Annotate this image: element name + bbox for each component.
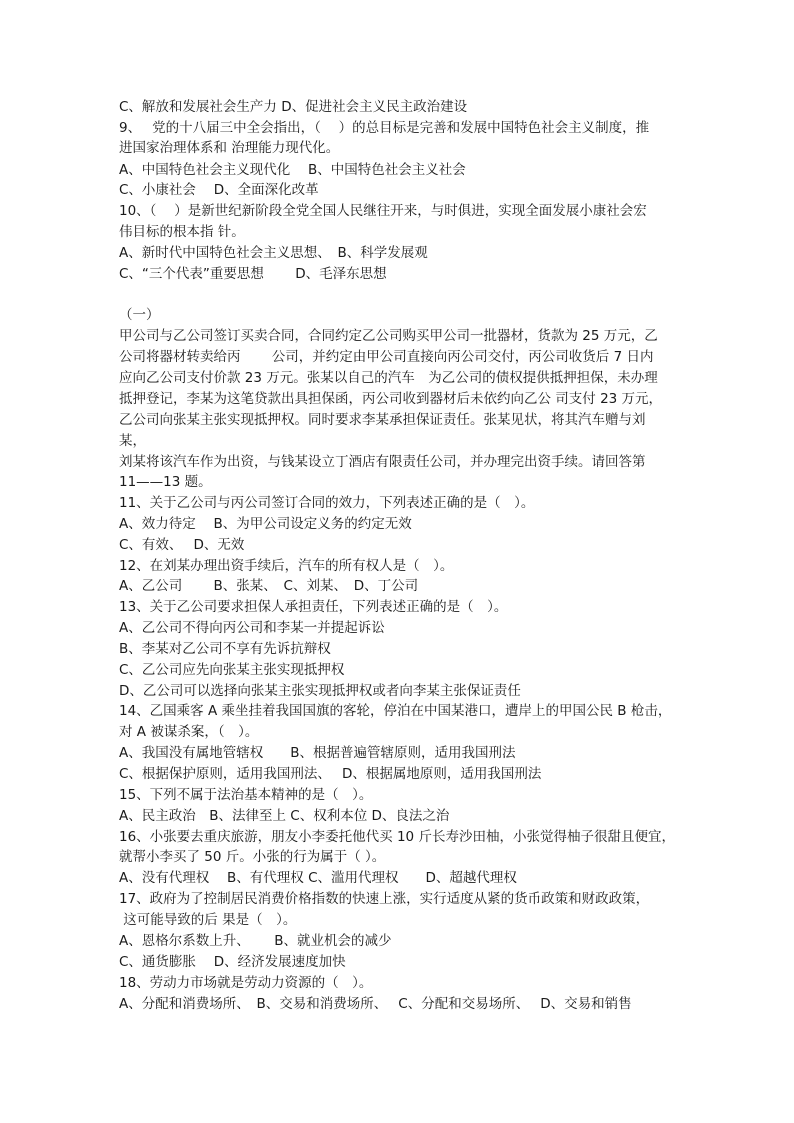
text-line: 公司将器材转卖给丙 公司，并约定由甲公司直接向丙公司交付，丙公司收货后 7 日内 xyxy=(119,349,654,365)
text-line: C、通货膨胀 D、经济发展速度加快 xyxy=(119,954,346,970)
text-line: D、乙公司可以选择向张某主张实现抵押权或者向李某主张保证责任 xyxy=(119,683,521,699)
text-line: A、新时代中国特色社会主义思想、 B、科学发展观 xyxy=(119,245,428,261)
text-line: 乙公司向张某主张实现抵押权。同时要求李某承担保证责任。张某见状，将其汽车赠与刘 xyxy=(119,412,646,428)
text-line: C、根据保护原则，适用我国刑法、 D、根据属地原则，适用我国刑法 xyxy=(119,766,542,782)
text-line: A、中国特色社会主义现代化 B、中国特色社会主义社会 xyxy=(119,162,466,178)
text-line: 应向乙公司支付价款 23 万元。张某以自己的汽车 为乙公司的债权提供抵押担保，未办理 xyxy=(119,370,658,386)
text-line: 10、（ ）是新世纪新阶段全党全国人民继往开来，与时俱进，实现全面发展小康社会宏 xyxy=(119,203,647,219)
question-15: 15、下列不属于法治基本精神的是（ ）。 xyxy=(119,787,373,803)
text-line: 这可能导致的后 果是（ ）。 xyxy=(119,912,297,928)
text-line: A、效力待定 B、为甲公司设定义务的约定无效 xyxy=(119,516,412,532)
text-line: C、有效、 D、无效 xyxy=(119,537,245,553)
text-line: C、“三个代表”重要思想 D、毛泽东思想 xyxy=(119,266,387,282)
text-line: C、小康社会 D、全面深化改革 xyxy=(119,182,319,198)
question-17: 17、政府为了控制居民消费价格指数的快速上涨，实行适度从紧的货币政策和财政政策， xyxy=(119,891,650,907)
text-line: 刘某将该汽车作为出资，与钱某设立丁酒店有限责任公司，并办理完出资手续。请回答第 xyxy=(119,454,646,470)
section-heading: （一） xyxy=(119,307,160,323)
text-line: A、分配和消费场所、 B、交易和消费场所、 C、分配和交易场所、 D、交易和销售 xyxy=(119,996,632,1012)
text-line: B、李某对乙公司不享有先诉抗辩权 xyxy=(119,641,331,657)
text-line: C、乙公司应先向张某主张实现抵押权 xyxy=(119,662,345,678)
text-line: 抵押登记，李某为这笔贷款出具担保函，丙公司收到器材后未依约向乙公 司支付 23 万元， xyxy=(119,391,663,407)
question-14: 14、乙国乘客 A 乘坐挂着我国国旗的客轮，停泊在中国某港口，遭岸上的甲国公民 B 枪击， xyxy=(119,703,672,719)
text-line: 对 A 被谋杀案，（ ）。 xyxy=(119,724,259,740)
text-line: A、我国没有属地管辖权 B、根据普遍管辖原则，适用我国刑法 xyxy=(119,745,516,761)
text-line: A、乙公司不得向丙公司和李某一并提起诉讼 xyxy=(119,620,385,636)
question-11: 11、关于乙公司与丙公司签订合同的效力，下列表述正确的是（ ）。 xyxy=(119,495,535,511)
text-line: C、解放和发展社会生产力 D、促进社会主义民主政治建设 xyxy=(119,99,468,115)
text-line: A、乙公司 B、张某、 C、刘某、 D、丁公司 xyxy=(119,578,419,594)
question-12: 12、在刘某办理出资手续后，汽车的所有权人是（ ）。 xyxy=(119,558,454,574)
question-13: 13、关于乙公司要求担保人承担责任，下列表述正确的是（ ）。 xyxy=(119,599,508,615)
text-line: A、没有代理权 B、有代理权 C、滥用代理权 D、超越代理权 xyxy=(119,870,517,886)
text-line: 进国家治理体系和 治理能力现代化。 xyxy=(119,140,340,156)
text-line: 9、 党的十八届三中全会指出，（ ）的总目标是完善和发展中国特色社会主义制度，推 xyxy=(119,120,650,136)
text-line: 甲公司与乙公司签订买卖合同，合同约定乙公司购买甲公司一批器材，货款为 25 万元，乙 xyxy=(119,328,658,344)
text-line: 某， xyxy=(119,433,146,449)
text-line: 就帮小李买了 50 斤。小张的行为属于（ ）。 xyxy=(119,849,386,865)
text-line: A、恩格尔系数上升、 B、就业机会的减少 xyxy=(119,933,392,949)
text-line: 伟目标的根本指 针。 xyxy=(119,224,245,240)
text-line: 11——13 题。 xyxy=(119,474,212,490)
question-16: 16、小张要去重庆旅游，朋友小李委托他代买 10 斤长寿沙田柚，小张觉得柚子很甜且便宜， xyxy=(119,829,675,845)
text-line: A、民主政治 B、法律至上 C、权利本位 D、良法之治 xyxy=(119,808,450,824)
question-18: 18、劳动力市场就是劳动力资源的（ ）。 xyxy=(119,975,373,991)
